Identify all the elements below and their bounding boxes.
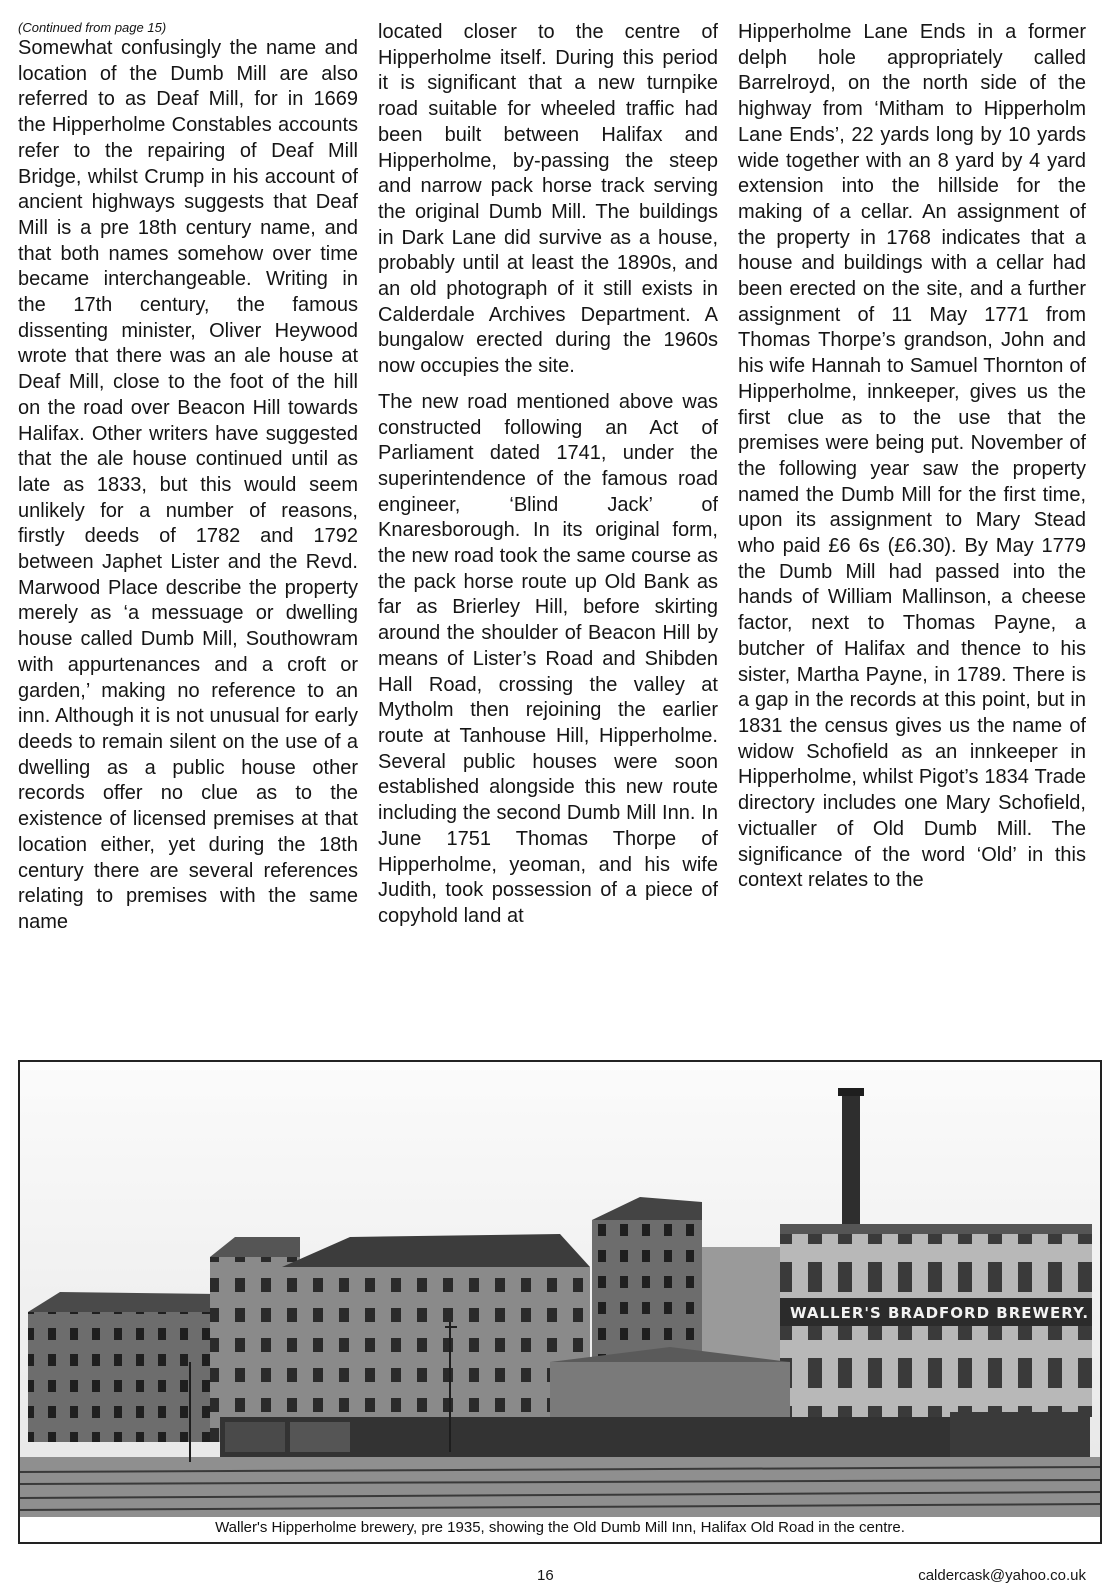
low-shed [550, 1362, 790, 1422]
main-warehouse [282, 1267, 590, 1442]
paragraph: The new road mentioned above was constructed following an Act of Parliament dated 1741, under the superintendence of the famous road engineer, ‘Blind Jack’ of Knaresborough. In its original form, the new road took the same course as the pack horse route up Old Bank as far as Brierley Hill, before skirting around the shoulder of Beacon Hill by means of Lister’s Road and Shibden Hall Road, crossing the valley at Mytholm then rejoining the earlier route at Tanhouse Hill, Hipperholme. Several public houses were soon established alongside this new route including the second Dumb Mill Inn. In June 1751 Thomas Thorpe of Hipperholme, yeoman, and his wife Judith, took possession of a piece of copyhold land at [378, 390, 718, 927]
article-column-3 [738, 20, 1086, 1050]
paragraph: Hipperholme Lane Ends in a former delph hole appropriately called Barrelroyd, on the north side of the highway from ‘Mitham to Hipperholm Lane Ends’, 22 yards long by 10 yards wide together with an 8 yard by 4 yard extension into the hillside for the making of a cellar. An assignment of the property in 1768 indicates that a house and buildings with a cellar had been erected on the site, and a further assignment of 11 May 1771 from Thomas Thorpe’s grandson, John and his wife Hannah to Samuel Thornton of Hipperholme, innkeeper, gives us the first clue as to the use that the premises were being put. November of the following year saw the property named the Dumb Mill for the first time, upon its assignment to Mary Stead who paid £6 6s (£6.30). By May 1779 the Dumb Mill had passed into the hands of William Mallinson, a cheese factor, next to Thomas Payne, a butcher of Halifax and thence to his sister, Martha Payne, in 1789. There is a gap in the records at this point, but in 1831 the census gives us the name of widow Schofield as an innkeeper in Hipperholme, whilst Pigot’s 1834 Trade directory includes one Mary Schofield, victualler of Old Dumb Mill. The significance of the word ‘Old’ in this context relates to the [738, 21, 1086, 892]
chimney [842, 1090, 860, 1230]
continued-note: (Continued from page 15) [18, 20, 167, 35]
paragraph: Somewhat confusingly the name and location of the Dumb Mill are also referred to as Deaf Mill, for in 1669 the Hipperholme Constables accounts refer to the repairing of Deaf Mill Bridge, whilst Crump in his account of ancient highways suggests that Deaf Mill is a pre 18th century name, and that both names somehow over time became interchangeable. Writing in the 17th century, the famous dissenting minister, Oliver Heywood wrote that there was an ale house at Deaf Mill, close to the foot of the hill on the road over Beacon Hill towards Halifax. Other writers have suggested that the ale house continued until as late as 1833, but this would seem unlikely for a number of reasons, firstly deeds of 1782 and 1792 between Japhet Lister and the Revd. Marwood Place describe the property merely as ‘a messuage or dwelling house called Dumb Mill, Southowram with appurtenances and a croft or garden,’ making no reference to an inn. Although it is not unusual for early deeds to remain silent on the use of a dwelling as a public house other records offer no clue as to the existence of licensed premises at that location either, yet during the 18th century there are several references relating to premises with the same name [18, 37, 358, 933]
paragraph: located closer to the centre of Hipperholme itself. During this period it is significant that a new turnpike road suitable for wheeled traffic had been built between Halifax and Hipperholme, by-passing the steep and narrow pack horse track serving the original Dumb Mill. The buildings in Dark Lane did survive as a house, probably until at least the 1890s, and an old photograph of it still exists in Calderdale Archives Department. A bungalow erected during the 1960s now occupies the site. [378, 21, 718, 378]
photo-caption: Waller's Hipperholme brewery, pre 1935, showing the Old Dumb Mill Inn, Halifax Old Road in the centre. [215, 1519, 905, 1536]
brewery-sign: WALLER'S BRADFORD BREWERY. [790, 1304, 1090, 1322]
contact-email: caldercask@yahoo.co.uk [918, 1567, 1086, 1584]
photo-frame [18, 1060, 1102, 1544]
article-body [18, 20, 1096, 1050]
brewery-photo [20, 1062, 1100, 1517]
page-number: 16 [537, 1567, 554, 1584]
article-column-1 [18, 20, 358, 1050]
article-column-2 [378, 20, 718, 1050]
